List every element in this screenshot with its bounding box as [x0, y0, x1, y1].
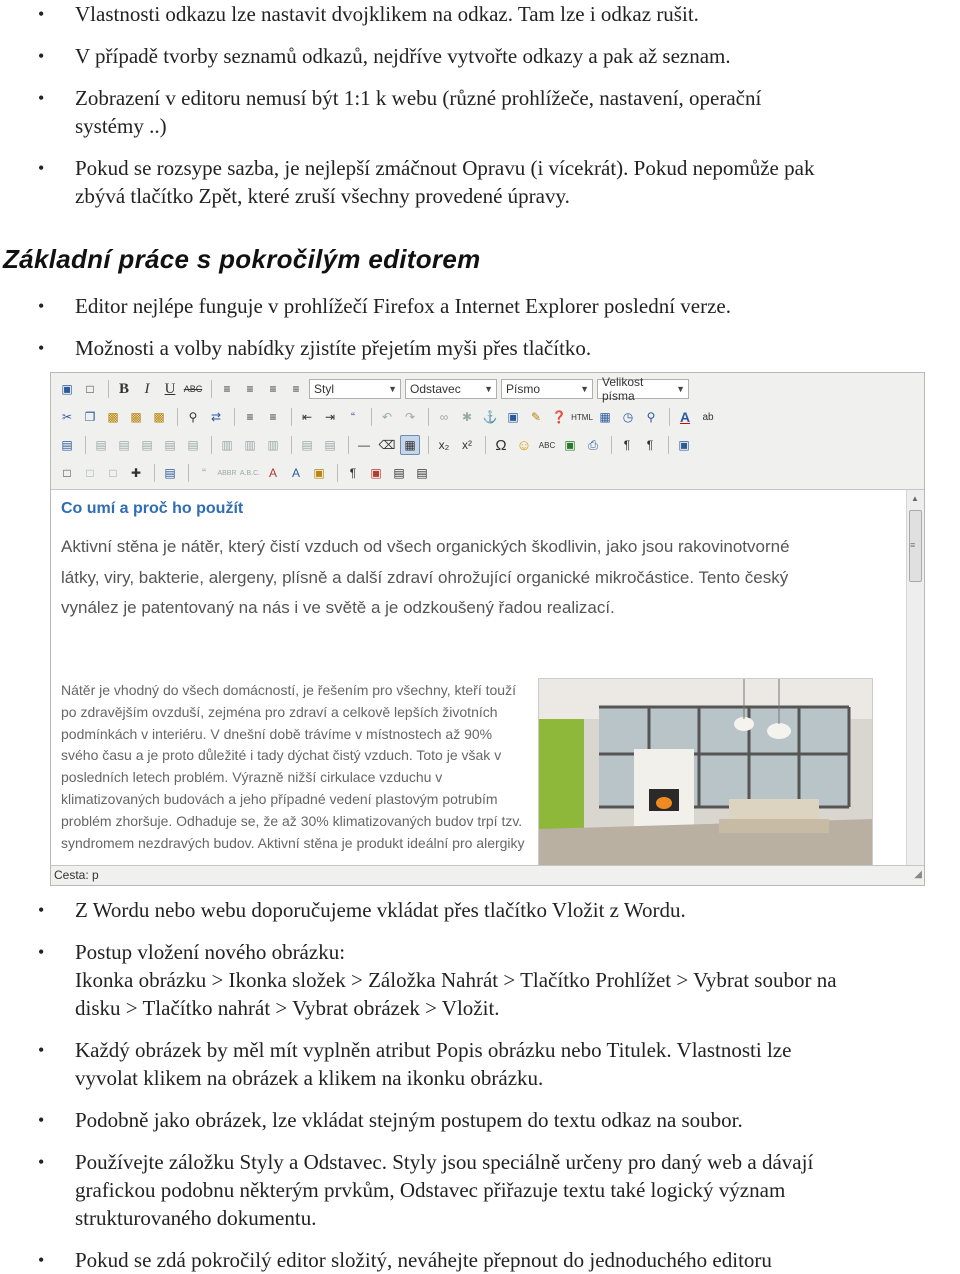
bottom-bullet-list	[0, 896, 960, 1274]
blockquote-icon[interactable]: “	[351, 410, 355, 424]
paste-icon[interactable]: ▩	[107, 410, 119, 424]
content-small-paragraph: Nátěr je vhodný do všech domácností, je řešením pro všechny, kteří touží po zdravějším ovzduší, zejména pro zdraví a celkově lepších životních podmínkách v interiéru. V dnešní době trávíme v místnostech až 90% svého času a je proto důležité i tady dýchat čistý vzduch. Toto je však v posledních letech problém. Výrazně nižší cirkulace vzduchu v klimatizovaných budovách a jeho případné vedení plastovým potrubím problém zhoršuje. Odhaduje se, že až 30% klimatizovaných budov trpí tzv. syndromem nezdravých budov. Aktivní stěna je produkt ideální pro alergiky	[61, 682, 525, 851]
link-icon[interactable]: ∞	[439, 410, 449, 424]
toolbar-separator	[428, 408, 429, 426]
toolbar-row-3	[57, 433, 697, 457]
cleanup-icon[interactable]: ✎	[530, 410, 542, 424]
toolbar-row-2	[57, 405, 721, 429]
list-item: • Pokud se rozsype sazba, je nejlepší zmáčnout Opravu (i vícekrát). Pokud nepomůže pak zbývá tlačítko Zpět, které zruší všechny provedené úpravy.	[0, 154, 960, 210]
status-path[interactable]: Cesta: p	[54, 868, 99, 882]
new-document-icon[interactable]: □	[86, 382, 94, 396]
toolbar-separator	[337, 464, 338, 482]
remove-format-icon[interactable]: ⌫	[378, 438, 396, 452]
move-backward-icon[interactable]: □	[109, 466, 117, 480]
toolbar-separator	[485, 436, 486, 454]
print-icon[interactable]: ⎙	[588, 437, 598, 452]
background-color-icon[interactable]: ab	[702, 411, 714, 423]
content-paragraph: Aktivní stěna je nátěr, který čistí vzduch od všech organických škodlivin, jako jsou rakovinotvorné látky, viry, bakterie, alergeny, plísně a další zdraví ohrožující organické mikročástice. Tento český vynález je patentovaný na nás i ve světě a je odzkoušený řadou realizací.	[61, 537, 790, 617]
toolbar-separator	[108, 380, 109, 398]
chevron-down-icon: ▼	[388, 384, 397, 394]
vertical-scrollbar[interactable]	[906, 490, 924, 865]
paste-text-icon[interactable]: ▩	[130, 410, 142, 424]
toolbar-separator	[85, 436, 86, 454]
media-icon[interactable]: ▣	[564, 438, 576, 452]
toolbar-separator	[211, 436, 212, 454]
ltr-icon[interactable]: ¶	[623, 438, 631, 452]
velikost-pisma-dropdown[interactable]: Velikost písma ▼	[597, 379, 689, 399]
fullscreen-icon[interactable]: ▣	[678, 438, 690, 452]
delete-col-icon[interactable]: ▥	[267, 438, 279, 452]
visual-aid-icon[interactable]: ▦	[400, 435, 420, 455]
html-icon[interactable]: HTML	[571, 412, 593, 422]
outdent-icon[interactable]: ⇤	[301, 410, 313, 424]
split-cells-icon[interactable]: ▤	[301, 438, 313, 452]
row-props-icon[interactable]: ▤	[95, 438, 107, 452]
align-justify-icon[interactable]: ≡	[292, 382, 300, 396]
list-item: • V případě tvorby seznamů odkazů, nejdříve vytvořte odkazy a pak až seznam.	[0, 42, 960, 70]
copy-icon[interactable]: ❐	[84, 410, 96, 424]
move-forward-icon[interactable]: □	[86, 466, 94, 480]
list-item: • Postup vložení nového obrázku: Ikonka obrázku > Ikonka složek > Záložka Nahrát > Tlačítko Prohlížet > Vybrat soubor na disku > Tlačítko nahrát > Vybrat obrázek > Vložit.	[0, 938, 960, 1022]
toolbar-separator	[291, 408, 292, 426]
align-left-icon[interactable]: ≡	[223, 382, 231, 396]
chevron-up-icon[interactable]: ▲	[911, 494, 919, 503]
toolbar-separator	[211, 380, 212, 398]
mid-bullet-list	[0, 292, 960, 376]
toolbar-separator	[177, 408, 178, 426]
horizontal-rule-icon[interactable]: —	[358, 438, 370, 452]
top-bullet-list	[0, 0, 960, 224]
toolbar-separator	[291, 436, 292, 454]
interior-photo-graphic	[539, 679, 873, 865]
strikethrough-icon[interactable]: ABC	[183, 384, 203, 394]
list-item: • Pokud se zdá pokročilý editor složitý, neváhejte přepnout do jednoduchého editoru	[0, 1246, 960, 1274]
preview-icon[interactable]: ⚲	[646, 410, 656, 424]
toolbar-separator	[234, 408, 235, 426]
chevron-down-icon: ▼	[676, 384, 685, 394]
save-icon[interactable]: ▣	[61, 382, 73, 396]
row-after-icon[interactable]: ▤	[164, 438, 176, 452]
resize-handle-icon[interactable]: ◢	[914, 869, 922, 880]
redo-icon[interactable]: ↷	[404, 410, 416, 424]
abbr-icon[interactable]: ABBR	[217, 469, 237, 477]
list-item: • Vlastnosti odkazu lze nastavit dvojklikem na odkaz. Tam lze i odkaz rušit.	[0, 0, 960, 28]
align-center-icon[interactable]: ≡	[246, 382, 254, 396]
italic-icon[interactable]: I	[144, 380, 150, 397]
underline-icon[interactable]: U	[164, 380, 176, 397]
template-icon[interactable]: ▤	[393, 466, 405, 480]
grip-icon: ≡	[910, 540, 916, 550]
numbered-list-icon[interactable]: ≡	[269, 410, 277, 424]
styleprops-icon[interactable]: ▤	[164, 466, 176, 480]
toolbar-separator	[154, 464, 155, 482]
cell-props-icon[interactable]: ▤	[118, 438, 130, 452]
chevron-down-icon: ▼	[484, 384, 493, 394]
toolbar-separator	[188, 464, 189, 482]
delete-row-icon[interactable]: ▤	[187, 438, 199, 452]
paste-word-icon[interactable]: ▩	[153, 410, 165, 424]
toolbar-separator	[348, 436, 349, 454]
del-icon[interactable]: A	[268, 466, 277, 480]
toolbar-row-1	[57, 377, 693, 401]
styl-dropdown[interactable]: Styl ▼	[309, 379, 401, 399]
editor-screenshot	[50, 372, 925, 886]
insert-time-icon[interactable]: ◷	[622, 410, 634, 424]
subscript-icon[interactable]: x₂	[438, 438, 450, 452]
cite-icon[interactable]: “	[202, 466, 206, 480]
text-color-icon[interactable]: A	[679, 409, 691, 425]
insert-layer-icon[interactable]: □	[63, 466, 71, 480]
toolbar-separator	[371, 408, 372, 426]
bullet-list-icon[interactable]: ≡	[246, 410, 254, 424]
section-heading: Základní práce s pokročilým editorem	[3, 244, 481, 274]
row-before-icon[interactable]: ▤	[141, 438, 153, 452]
nonbreaking-icon[interactable]: ▣	[370, 466, 382, 480]
pismo-dropdown[interactable]: Písmo ▼	[501, 379, 593, 399]
list-item: • Možnosti a volby nabídky zjistíte přejetím myši přes tlačítko.	[0, 334, 960, 362]
pagebreak-icon[interactable]: ▤	[416, 466, 428, 480]
list-item: • Každý obrázek by měl mít vyplněn atribut Popis obrázku nebo Titulek. Vlastnosti lze vyvolat klikem na obrázek a klikem na ikonku obrázku.	[0, 1036, 960, 1092]
anchor-icon[interactable]: ⚓	[482, 410, 498, 424]
list-item: • Podobně jako obrázek, lze vkládat stejným postupem do textu odkaz na soubor.	[0, 1106, 960, 1134]
editor-status-bar	[51, 865, 924, 885]
table-icon[interactable]: ▤	[61, 438, 73, 452]
interior-photo[interactable]	[538, 678, 873, 865]
list-item: • Editor nejlépe funguje v prohlížečí Firefox a Internet Explorer poslední verze.	[0, 292, 960, 320]
toolbar-separator	[428, 436, 429, 454]
attributes-icon[interactable]: ▣	[313, 466, 325, 480]
acronym-icon[interactable]: A.B.C.	[239, 469, 261, 477]
align-right-icon[interactable]: ≡	[269, 382, 277, 396]
replace-icon[interactable]: ⇄	[210, 410, 222, 424]
col-after-icon[interactable]: ▥	[244, 438, 256, 452]
list-item: • Z Wordu nebo webu doporučujeme vkládat přes tlačítko Vložit z Wordu.	[0, 896, 960, 924]
special-char-icon[interactable]: Ω	[495, 436, 507, 454]
help-icon[interactable]: ❓	[551, 410, 567, 424]
col-before-icon[interactable]: ▥	[221, 438, 233, 452]
editor-content-area[interactable]	[51, 489, 924, 865]
list-item: • Používejte záložku Styly a Odstavec. Styly jsou speciálně určeny pro daný web a dávají grafickou podobnu některým prvkům, Odstavec přiřazuje textu také logický význam strukturovaného dokumentu.	[0, 1148, 960, 1232]
odstavec-dropdown[interactable]: Odstavec ▼	[405, 379, 497, 399]
visual-chars-icon[interactable]: ¶	[349, 466, 357, 480]
bold-icon[interactable]: B	[118, 380, 129, 397]
find-icon[interactable]: ⚲	[188, 410, 198, 424]
absolute-icon[interactable]: ✚	[130, 466, 142, 480]
content-title: Co umí a proč ho použít	[61, 500, 244, 517]
list-item: • Zobrazení v editoru nemusí být 1:1 k webu (různé prohlížeče, nastavení, operační systémy ..)	[0, 84, 960, 140]
merge-cells-icon[interactable]: ▤	[324, 438, 336, 452]
toolbar-separator	[669, 408, 670, 426]
toolbar-separator	[611, 436, 612, 454]
toolbar-separator	[668, 436, 669, 454]
emoticon-icon[interactable]: ☺	[516, 436, 532, 454]
cut-icon[interactable]: ✂	[61, 410, 73, 424]
ins-icon[interactable]: A	[291, 466, 300, 480]
rtl-icon[interactable]: ¶	[646, 438, 654, 452]
undo-icon[interactable]: ↶	[381, 410, 393, 424]
insert-date-icon[interactable]: ▦	[599, 410, 611, 424]
toolbar-row-4	[57, 461, 435, 485]
editor-toolbar	[51, 373, 924, 489]
superscript-icon[interactable]: x²	[462, 438, 472, 452]
indent-icon[interactable]: ⇥	[324, 410, 336, 424]
chevron-down-icon: ▼	[580, 384, 589, 394]
unlink-icon[interactable]: ✱	[461, 410, 473, 424]
image-icon[interactable]: ▣	[507, 410, 519, 424]
spellcheck-icon[interactable]: ABC	[538, 440, 556, 450]
